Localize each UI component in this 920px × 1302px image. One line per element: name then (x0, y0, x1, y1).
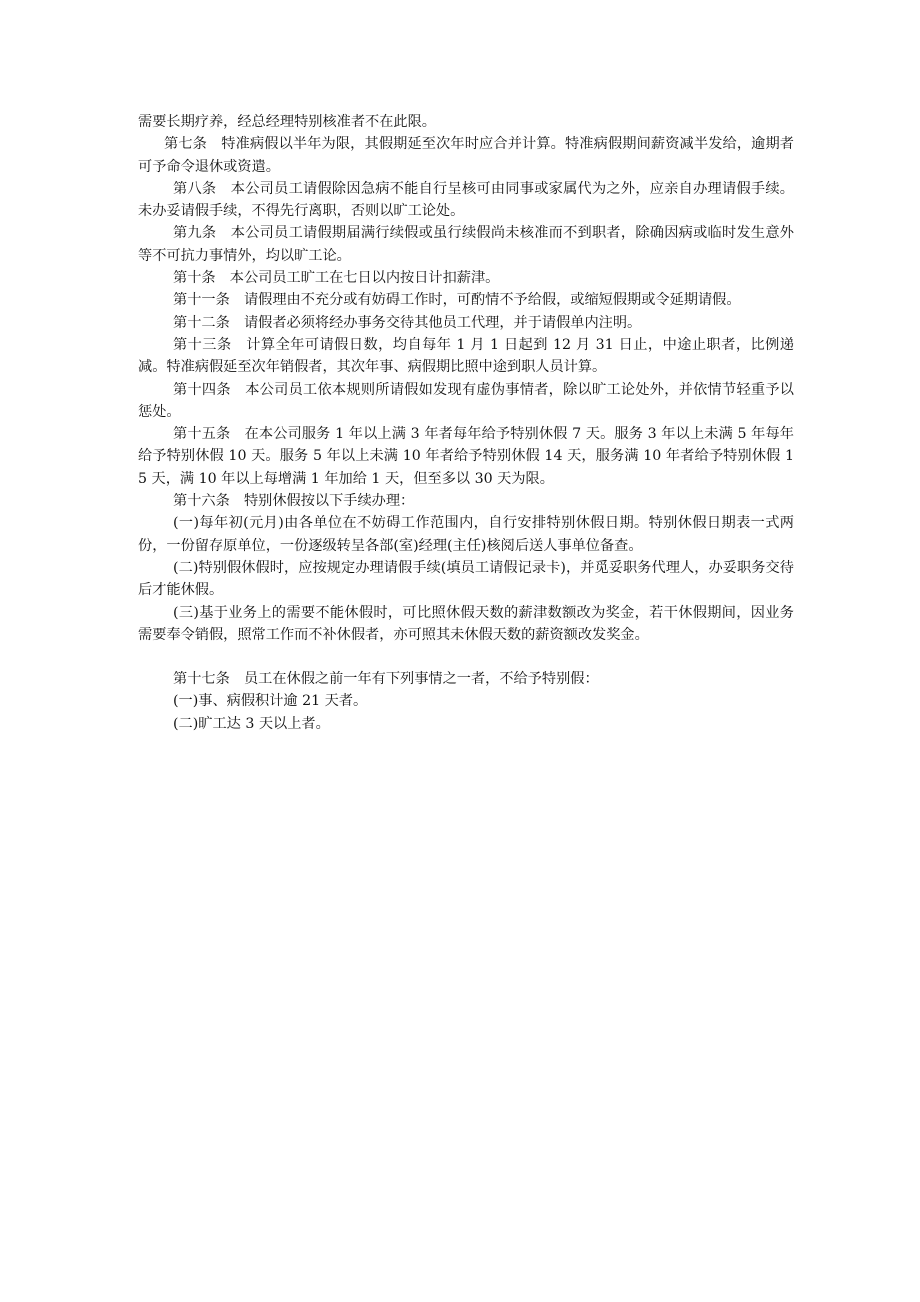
article-16: 第十六条 特别休假按以下手续办理： (173, 493, 415, 510)
paragraph-continuation: 需要长期疗养，经总经理特别核准者不在此限。 (138, 114, 436, 130)
blank-line (138, 646, 794, 668)
article-16-item-3: (三)基于业务上的需要不能休假时，可比照休假天数的薪津数额改为奖金，若干休假期间，因业务需要奉令销假，照常工作而不补休假者，亦可照其未休假天数的薪资额改发奖金。 (138, 604, 794, 643)
article-8: 第八条 本公司员工请假除因急病不能自行呈核可由同事或家属代为之外，应亲自办理请假手续。未办妥请假手续，不得先行离职，否则以旷工论处。 (138, 180, 794, 220)
article-14: 第十四条 本公司员工依本规则所请假如发现有虚伪事情者，除以旷工论处外，并依情节轻重予以惩处。 (138, 381, 794, 420)
document-body (138, 111, 794, 735)
article-7: 第七条 特准病假以半年为限，其假期延至次年时应合并计算。特准病假期间薪资减半发给，逾期者可予命令退休或资遣。 (138, 136, 794, 175)
article-15: 第十五条 在本公司服务 1 年以上满 3 年者每年给予特别休假 7 天。服务 3 年以上未满 5 年每年给予特别休假 10 天。服务 5 年以上未满 10 年者给予特别休假 14 天，服务满 10 年者给予特别休假 15 天，满 10 年以上每增满 1 年加给 1 天，但至多以 30 天为限。 (138, 426, 794, 487)
article-9: 第九条 本公司员工请假期届满行续假或虽行续假尚未核准而不到职者，除确因病或临时发生意外等不可抗力事情外，均以旷工论。 (138, 225, 794, 264)
article-12: 第十二条 请假者必须将经办事务交待其他员工代理，并于请假单内注明。 (173, 314, 642, 331)
article-13: 第十三条 计算全年可请假日数，均自每年 1 月 1 日起到 12 月 31 日止，中途止职者，比例递减。特准病假延至次年销假者，其次年事、病假期比照中途到职人员计算。 (138, 336, 794, 376)
article-11: 第十一条 请假理由不充分或有妨碍工作时，可酌情不予给假，或缩短假期或令延期请假。 (173, 292, 741, 309)
article-17-item-1: (一)事、病假积计逾 21 天者。 (173, 693, 368, 710)
article-17: 第十七条 员工在休假之前一年有下列事情之一者，不给予特别假： (173, 671, 599, 688)
article-10: 第十条 本公司员工旷工在七日以内按日计扣薪津。 (173, 270, 500, 287)
article-16-item-2: (二)特别假休假时，应按规定办理请假手续(填员工请假记录卡)，并觅妥职务代理人，办妥职务交待后才能休假。 (138, 559, 794, 599)
article-16-item-1: (一)每年初(元月)由各单位在不妨碍工作范围内，自行安排特别休假日期。特别休假日期表一式两份，一份留存原单位，一份逐级转呈各部(室)经理(主任)核阅后送人事单位备查。 (138, 515, 794, 554)
article-17-item-2: (二)旷工达 3 天以上者。 (173, 715, 330, 732)
